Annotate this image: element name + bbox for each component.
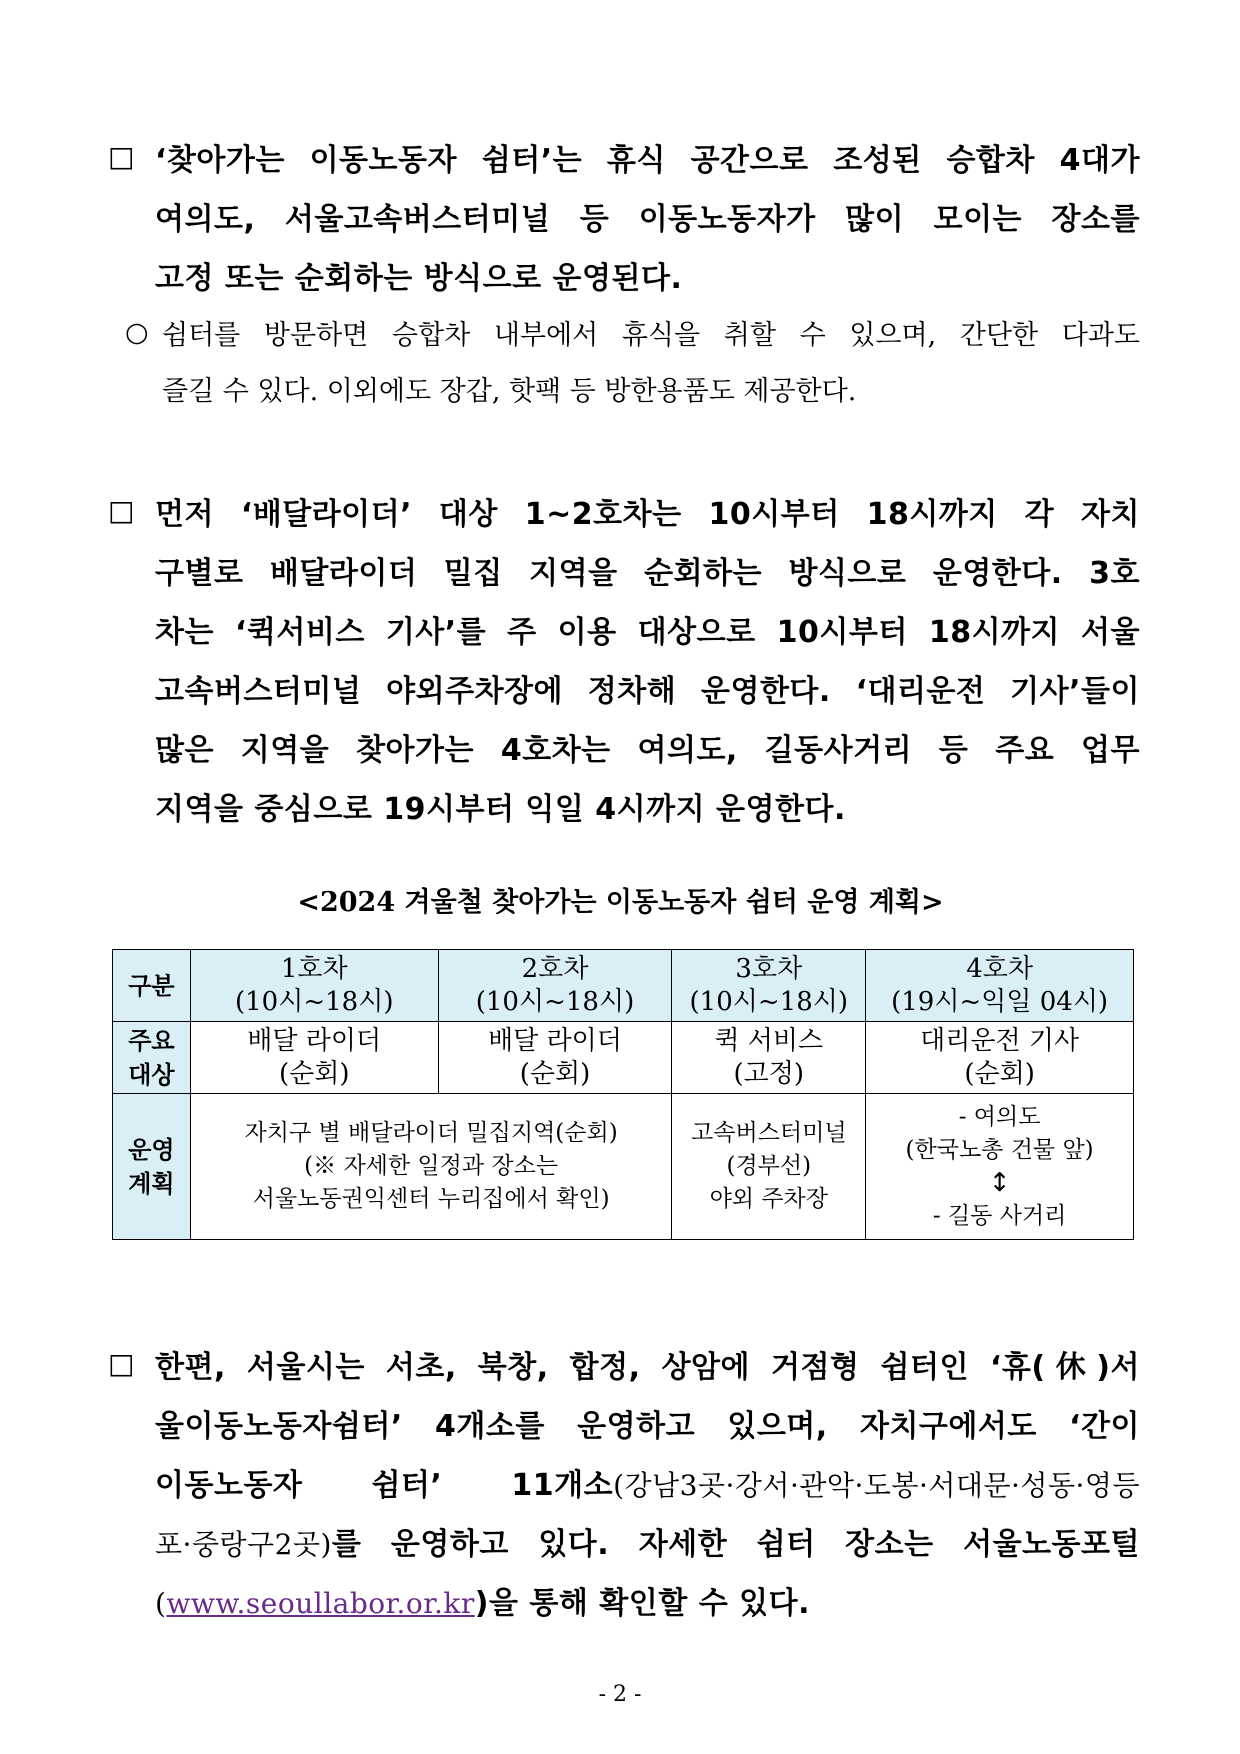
circle-bullet: ○: [125, 317, 149, 348]
target-cell: 대리운전 기사 (순회): [866, 1022, 1134, 1094]
text-line: 고정 또는 순회하는 방식으로 운영된다.: [155, 261, 683, 296]
text-line: 울이동노동자쉼터’ 4개소를 운영하고 있으며, 자치구에서도 ‘간이: [155, 1409, 1140, 1444]
paragraph-fixed-shelters: [155, 1338, 1140, 1633]
text-line: 먼저 ‘배달라이더’ 대상 1~2호차는 10시부터 18시까지 각 자치: [155, 497, 1140, 532]
plan-cell-vehicle-4: - 여의도 (한국노총 건물 앞) ↕ - 길동 사거리: [866, 1094, 1134, 1240]
text-line: 차는 ‘퀵서비스 기사’를 주 이용 대상으로 10시부터 18시까지 서울: [155, 615, 1140, 650]
row-header-target: 주요 대상: [113, 1022, 191, 1094]
square-bullet: □: [108, 494, 135, 527]
text-line: 포·중랑구2곳)를 운영하고 있다. 자세한 쉼터 장소는 서울노동포털: [155, 1527, 1140, 1562]
text-line: 이동노동자 쉼터’ 11개소(강남3곳·강서·관악·도봉·서대문·성동·영등: [155, 1468, 1140, 1503]
square-bullet: □: [108, 1347, 135, 1380]
table-row: [113, 950, 1134, 1022]
paragraph-shelter-amenities: [162, 308, 1140, 420]
target-cell: 배달 라이더 (순회): [438, 1022, 672, 1094]
paragraph-shelter-intro: [155, 131, 1140, 308]
column-header-vehicle-4: 4호차 (19시~익일 04시): [866, 950, 1134, 1022]
plan-cell-vehicle-3: 고속버스터미널 (경부선) 야외 주차장: [672, 1094, 866, 1240]
up-down-arrow-icon: ↕: [988, 1167, 1011, 1198]
operation-plan-table: [112, 949, 1134, 1240]
plan-cell-vehicles-1-2: 자치구 별 배달라이더 밀집지역(순회) (※ 자세한 일정과 장소는 서울노동권익센터 누리집에서 확인): [190, 1094, 672, 1240]
page-number: - 2 -: [598, 1682, 642, 1707]
square-bullet: □: [108, 140, 135, 173]
text-line: 즐길 수 있다. 이외에도 장갑, 핫팩 등 방한용품도 제공한다.: [162, 376, 857, 407]
target-cell: 퀵 서비스 (고정): [672, 1022, 866, 1094]
column-header-vehicle-3: 3호차 (10시~18시): [672, 950, 866, 1022]
column-header-vehicle-1: 1호차 (10시~18시): [190, 950, 438, 1022]
text-line: (www.seoullabor.or.kr)을 통해 확인할 수 있다.: [155, 1586, 810, 1621]
table-caption: <2024 겨울철 찾아가는 이동노동자 쉼터 운영 계획>: [297, 887, 944, 918]
row-header-plan: 운영 계획: [113, 1094, 191, 1240]
text-line: 한편, 서울시는 서초, 북창, 합정, 상암에 거점형 쉼터인 ‘휴(休)서: [155, 1350, 1140, 1385]
text-line: 지역을 중심으로 19시부터 익일 4시까지 운영한다.: [155, 792, 846, 827]
text-line: ‘찾아가는 이동노동자 쉼터’는 휴식 공간으로 조성된 승합차 4대가: [155, 143, 1140, 178]
target-cell: 배달 라이더 (순회): [190, 1022, 438, 1094]
table-row: [113, 1094, 1134, 1240]
text-line: 쉼터를 방문하면 승합차 내부에서 휴식을 취할 수 있으며, 간단한 다과도: [162, 320, 1140, 351]
table-row: [113, 1022, 1134, 1094]
seoul-labor-portal-link[interactable]: www.seoullabor.or.kr: [166, 1587, 475, 1620]
text-line: 많은 지역을 찾아가는 4호차는 여의도, 길동사거리 등 주요 업무: [155, 733, 1140, 768]
row-header-category: 구분: [113, 950, 191, 1022]
text-line: 고속버스터미널 야외주차장에 정차해 운영한다. ‘대리운전 기사’들이: [155, 674, 1140, 709]
text-line: 구별로 배달라이더 밀집 지역을 순회하는 방식으로 운영한다. 3호: [155, 556, 1140, 591]
paragraph-vehicle-schedule: [155, 485, 1140, 839]
text-line: 여의도, 서울고속버스터미널 등 이동노동자가 많이 모이는 장소를: [155, 202, 1140, 237]
column-header-vehicle-2: 2호차 (10시~18시): [438, 950, 672, 1022]
